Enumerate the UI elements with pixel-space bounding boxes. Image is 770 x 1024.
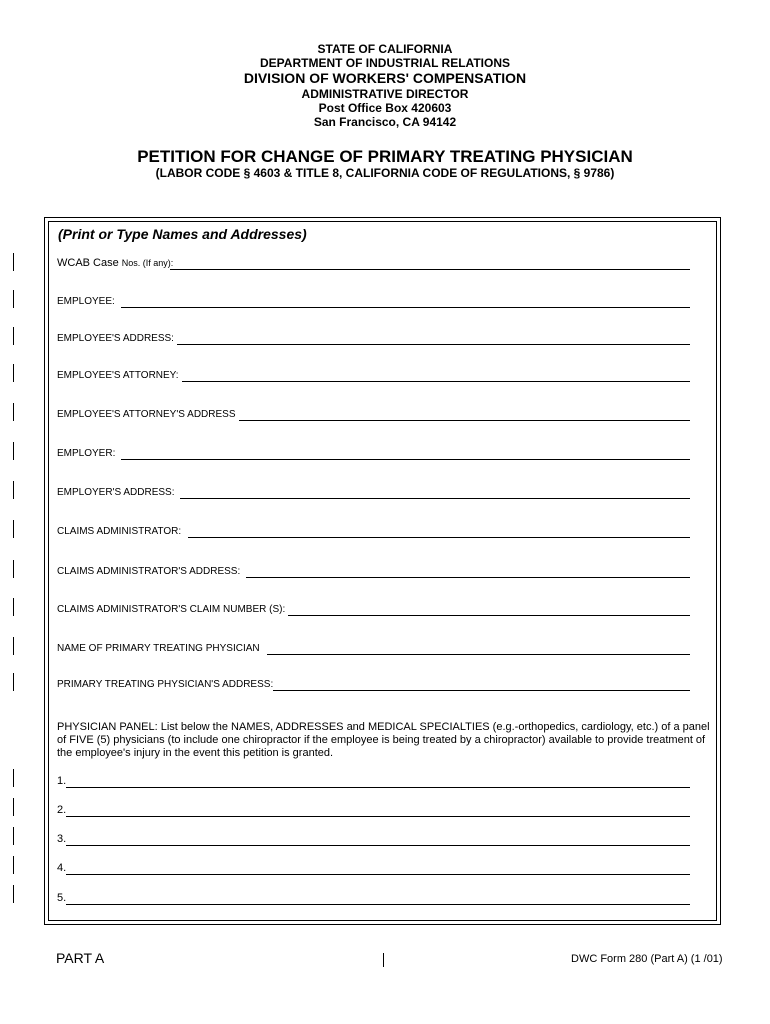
- employer-address-field[interactable]: [57, 485, 690, 499]
- employer-address-label: EMPLOYER'S ADDRESS:: [57, 487, 175, 498]
- form-number: DWC Form 280 (Part A) (1 /01): [571, 953, 723, 965]
- employee-field[interactable]: [57, 294, 690, 308]
- revision-bar: [13, 403, 14, 421]
- wcab-case-line[interactable]: [170, 269, 690, 270]
- physician-panel-instructions: PHYSICIAN PANEL: List below the NAMES, ADDRESSES and MEDICAL SPECIALTIES (e.g.-orthopedics, cardiology, etc.) of a panel of FIVE (5) physicians (to include one chiropractor if the employee is being treated by a chiropractor) available to provide treatment of the employee's injury in the event this petition is granted.: [57, 721, 710, 759]
- claims-administrator-address-field[interactable]: [57, 564, 690, 578]
- employee-attorney-line[interactable]: [182, 381, 690, 382]
- claim-number-field[interactable]: [57, 602, 690, 616]
- revision-bar: [13, 290, 14, 308]
- ptp-name-field[interactable]: [57, 641, 690, 655]
- employee-attorney-address-label: EMPLOYEE'S ATTORNEY'S ADDRESS: [57, 409, 236, 420]
- ptp-address-label: PRIMARY TREATING PHYSICIAN'S ADDRESS:: [57, 679, 274, 690]
- claims-administrator-field[interactable]: [57, 524, 690, 538]
- employee-attorney-address-line[interactable]: [239, 420, 690, 421]
- panel-physician-4[interactable]: [57, 861, 690, 875]
- claims-administrator-address-label: CLAIMS ADMINISTRATOR'S ADDRESS:: [57, 566, 241, 577]
- wcab-case-field[interactable]: [57, 256, 690, 270]
- panel-line-3[interactable]: [66, 845, 690, 846]
- employee-attorney-field[interactable]: [57, 368, 690, 382]
- division-line: DIVISION OF WORKERS' COMPENSATION: [243, 70, 527, 86]
- panel-physician-3[interactable]: [57, 832, 690, 846]
- footer-divider-mark: [383, 953, 384, 967]
- panel-number-1: 1.: [57, 775, 67, 787]
- employee-attorney-address-field[interactable]: [57, 407, 690, 421]
- claims-administrator-address-line[interactable]: [246, 577, 690, 578]
- panel-number-2: 2.: [57, 804, 67, 816]
- form-title: PETITION FOR CHANGE OF PRIMARY TREATING PHYSICIAN: [137, 147, 633, 166]
- revision-bar: [13, 327, 14, 345]
- revision-bar: [13, 442, 14, 460]
- revision-bar: [13, 769, 14, 787]
- revision-bar: [13, 598, 14, 616]
- revision-bar: [13, 798, 14, 816]
- panel-number-4: 4.: [57, 862, 67, 874]
- revision-bar: [13, 560, 14, 578]
- revision-bar: [13, 856, 14, 874]
- panel-line-2[interactable]: [66, 816, 690, 817]
- employee-address-line[interactable]: [177, 344, 690, 345]
- employer-label: EMPLOYER:: [57, 448, 116, 459]
- ptp-address-line[interactable]: [273, 690, 690, 691]
- employee-label: EMPLOYEE:: [57, 296, 115, 307]
- revision-bar: [13, 885, 14, 903]
- ptp-name-label: NAME OF PRIMARY TREATING PHYSICIAN: [57, 643, 260, 654]
- claim-number-line[interactable]: [288, 615, 690, 616]
- ptp-address-field[interactable]: [57, 677, 690, 691]
- employee-line[interactable]: [121, 307, 690, 308]
- department-line: DEPARTMENT OF INDUSTRIAL RELATIONS: [260, 56, 510, 70]
- panel-line-5[interactable]: [66, 904, 690, 905]
- claims-administrator-line[interactable]: [188, 537, 690, 538]
- wcab-case-label: WCAB Case Nos. (If any):: [57, 257, 174, 269]
- city-line: San Francisco, CA 94142: [313, 115, 457, 129]
- panel-line-1[interactable]: [66, 787, 690, 788]
- panel-physician-5[interactable]: [57, 891, 690, 905]
- revision-bar: [13, 364, 14, 382]
- form-subtitle: (LABOR CODE § 4603 & TITLE 8, CALIFORNIA CODE OF REGULATIONS, § 9786): [155, 166, 615, 180]
- revision-bar: [13, 481, 14, 499]
- panel-number-3: 3.: [57, 833, 67, 845]
- director-line: ADMINISTRATIVE DIRECTOR: [301, 87, 469, 101]
- state-line: STATE OF CALIFORNIA: [317, 42, 453, 56]
- agency-header: [0, 42, 770, 129]
- revision-bar: [13, 673, 14, 691]
- panel-number-5: 5.: [57, 892, 67, 904]
- form-section-heading: (Print or Type Names and Addresses): [58, 226, 307, 242]
- revision-bar: [13, 520, 14, 538]
- employer-line[interactable]: [121, 459, 690, 460]
- ptp-name-line[interactable]: [267, 654, 690, 655]
- claims-administrator-label: CLAIMS ADMINISTRATOR:: [57, 526, 182, 537]
- revision-bar: [13, 827, 14, 845]
- revision-bar: [13, 253, 14, 271]
- panel-line-4[interactable]: [66, 874, 690, 875]
- employee-address-field[interactable]: [57, 331, 690, 345]
- panel-physician-1[interactable]: [57, 774, 690, 788]
- claim-number-label: CLAIMS ADMINISTRATOR'S CLAIM NUMBER (S):: [57, 604, 286, 615]
- employee-address-label: EMPLOYEE'S ADDRESS:: [57, 333, 174, 344]
- employee-attorney-label: EMPLOYEE'S ATTORNEY:: [57, 370, 179, 381]
- part-label: PART A: [56, 950, 105, 966]
- employer-address-line[interactable]: [180, 498, 690, 499]
- po-box-line: Post Office Box 420603: [318, 101, 452, 115]
- employer-field[interactable]: [57, 446, 690, 460]
- revision-bar: [13, 637, 14, 655]
- panel-physician-2[interactable]: [57, 803, 690, 817]
